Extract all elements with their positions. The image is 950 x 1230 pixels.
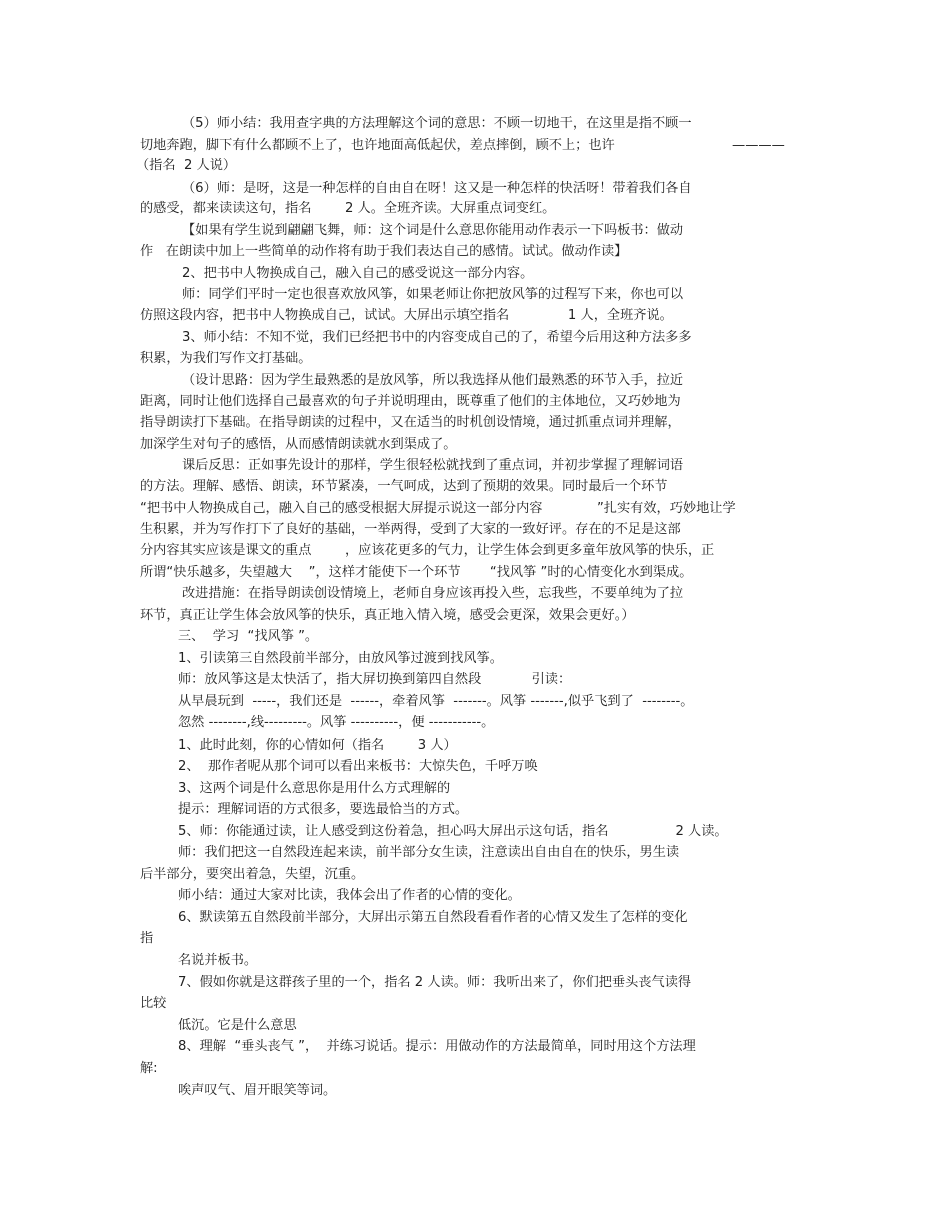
text-line: 1、此时此刻，你的心情如何（指名 3 人）	[178, 738, 457, 753]
text-line: 8、理解 “垂头丧气 ”， 并练习说话。提示：用做动作的方法最简单，同时用这个方法理	[178, 1039, 696, 1054]
text-line: 所谓“快乐越多，失望越大 ”，这样才能使下一个环节 “找风筝 ”时的心情变化水到渠成。	[140, 565, 693, 580]
text-line: （6）师：是呀，这是一种怎样的自由自在呀！这又是一种怎样的快活呀！带着我们各自	[182, 181, 692, 196]
text-line: 3、这两个词是什么意思你是用什么方式理解的	[178, 781, 451, 796]
text-line: 3、师小结：不知不觉，我们已经把书中的内容变成自己的了，希望今后用这种方法多多	[182, 330, 692, 345]
text-line: 积累，为我们写作文打基础。	[140, 351, 312, 366]
text-line: （设计思路：因为学生最熟悉的是放风筝，所以我选择从他们最熟悉的环节入手，拉近	[182, 373, 684, 388]
text-line: 师：我们把这一自然段连起来读，前半部分女生读，注意读出自由自在的快乐，男生读	[178, 845, 680, 860]
text-line: 加深学生对句子的感悟，从而感情朗读就水到渠成了。	[140, 437, 457, 452]
text-line: 忽然 --------,线---------。风筝 ----------，便 -----------。	[178, 715, 495, 730]
text-line: （5）师小结：我用查字典的方法理解这个词的意思：不顾一切地干，在这里是指不顾一	[182, 116, 692, 131]
text-line: 课后反思：正如事先设计的那样，学生很轻松就找到了重点词，并初步掌握了理解词语	[182, 458, 684, 473]
text-line: 从早晨玩到 -----，我们还是 ------，牵着风筝 -------。风筝 -------,似乎飞到了 --------。	[178, 694, 694, 709]
text-line: 环节，真正让学生体会放风筝的快乐，真正地入情入境，感受会更深，效果会更好。）	[140, 608, 635, 623]
text-line: 距离，同时让他们选择自己最喜欢的句子并说明理由，既尊重了他们的主体地位，又巧妙地为	[140, 394, 681, 409]
text-line: 师：同学们平时一定也很喜欢放风筝，如果老师让你把放风筝的过程写下来，你也可以	[182, 287, 684, 302]
text-line: 1、引读第三自然段前半部分，由放风筝过渡到找风筝。	[178, 651, 503, 666]
text-line: 切地奔跑，脚下有什么都顾不上了，也许地面高低起伏，差点摔倒，顾不上；也许	[140, 138, 615, 153]
text-line: 的方法。理解、感悟、朗读，环节紧凑，一气呵成，达到了预期的效果。同时最后一个环节	[140, 479, 668, 494]
text-line: 6、默读第五自然段前半部分，大屏出示第五自然段看看作者的心情又发生了怎样的变化	[178, 910, 688, 925]
text-line: 的感受，都来读读这句，指名 2 人。全班齐读。大屏重点词变红。	[140, 201, 556, 216]
text-line: 2、把书中人物换成自己，融入自己的感受说这一部分内容。	[182, 266, 534, 281]
text-line: （指名 2 人说）	[136, 158, 237, 173]
text-line: 7、假如你就是这群孩子里的一个，指名 2 人读。师：我听出来了，你们把垂头丧气读得	[178, 975, 692, 990]
text-line: 仿照这段内容，把书中人物换成自己，试试。大屏出示填空指名 1 人，全班齐说。	[140, 308, 673, 323]
text-line: 【如果有学生说到翩翩飞舞，师：这个词是什么意思你能用动作表示一下吗板书：做动	[182, 223, 684, 238]
text-line: 生积累，并为写作打下了良好的基础，一举两得，受到了大家的一致好评。存在的不足是这部	[140, 522, 681, 537]
text-line: 师小结：通过大家对比读，我体会出了作者的心情的变化。	[178, 888, 521, 903]
text-line: 指导朗读打下基础。在指导朗读的过程中，又在适当的时机创设情境，通过抓重点词并理解，	[140, 415, 681, 430]
text-line: 唉声叹气、眉开眼笑等词。	[178, 1083, 337, 1098]
text-line: 5、师：你能通过读，让人感受到这份着急，担心吗大屏出示这句话，指名 2 人读。	[178, 824, 728, 839]
text-line: ————	[732, 138, 785, 153]
text-line: 作 在朗读中加上一些简单的动作将有助于我们表达自己的感情。试试。做动作读】	[140, 244, 628, 259]
text-line: 师：放风筝这是太快活了，指大屏切换到第四自然段 引读：	[178, 672, 572, 687]
text-line: 分内容其实应该是课文的重点 ，应该花更多的气力，让学生体会到更多童年放风筝的快乐，正	[140, 543, 715, 558]
text-line: 解:	[140, 1061, 158, 1076]
text-line: 改进措施：在指导朗读创设情境上，老师自身应该再投入些，忘我些，不要单纯为了拉	[182, 586, 684, 601]
section-heading: 三、 学习 “找风筝 ”。	[178, 629, 319, 644]
text-line: 低沉。它是什么意思	[178, 1018, 297, 1033]
text-line: 指	[140, 931, 154, 946]
text-line: 提示：理解词语的方式很多，要选最恰当的方式。	[178, 802, 469, 817]
text-line: “把书中人物换成自己，融入自己的感受根据大屏提示说这一部分内容 ”扎实有效，巧妙地让学	[140, 501, 736, 516]
text-line: 名说并板书。	[178, 953, 258, 968]
text-line: 后半部分，要突出着急，失望，沉重。	[140, 867, 365, 882]
text-line: 2、 那作者呢从那个词可以看出来板书：大惊失色，千呼万唤	[178, 759, 538, 774]
text-line: 比较	[140, 996, 167, 1011]
